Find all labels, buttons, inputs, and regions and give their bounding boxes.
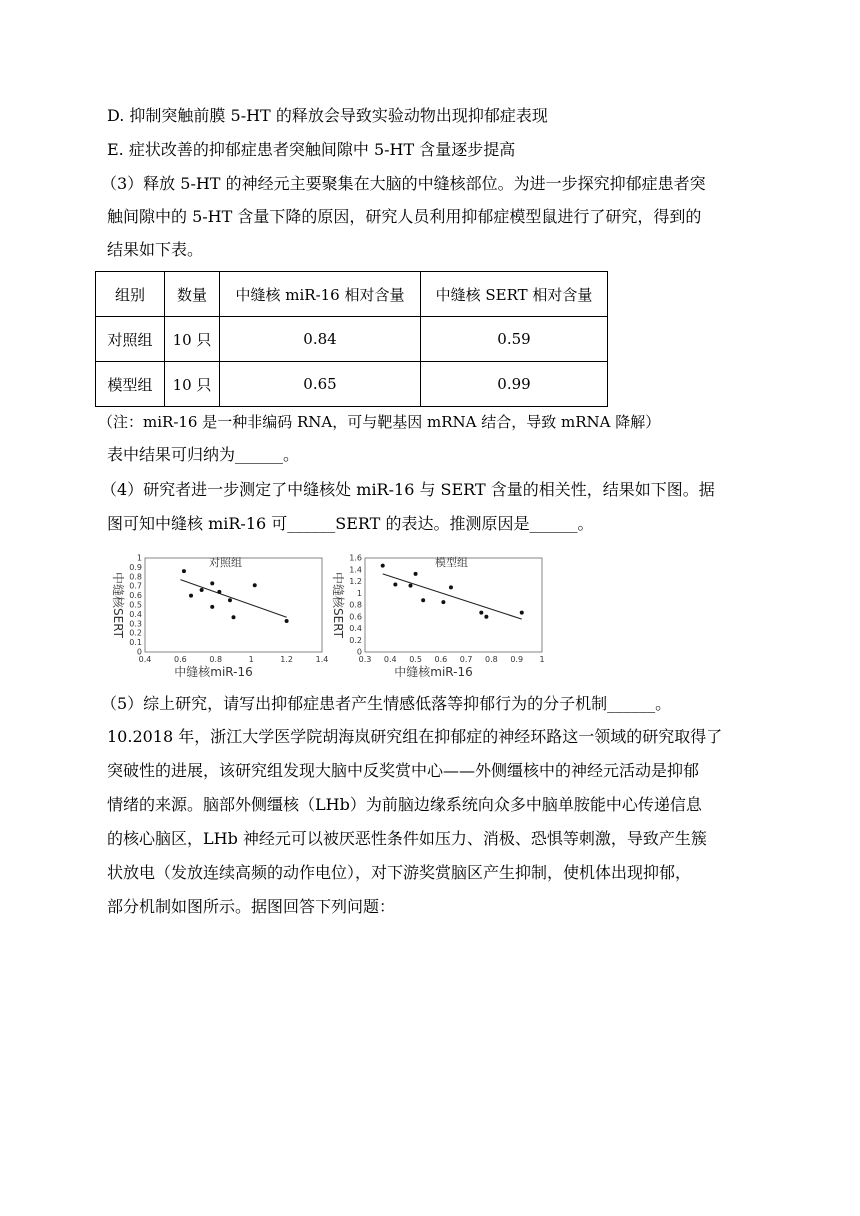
y-tick-label: 0.6 bbox=[349, 612, 362, 622]
data-point bbox=[479, 611, 483, 615]
chart-title: 对照组 bbox=[209, 556, 242, 569]
table-header-cell: 中缝核 SERT 相对含量 bbox=[421, 272, 608, 317]
question-10-line-6: 部分机制如图所示。据图回答下列问题： bbox=[107, 897, 396, 916]
data-point bbox=[484, 615, 488, 619]
y-tick-label: 0 bbox=[136, 647, 142, 657]
x-tick-label: 0.4 bbox=[138, 655, 152, 664]
question-4-line-1: （4）研究者进一步测定了中缝核处 miR-16 与 SERT 含量的相关性，结果如下图。据 bbox=[101, 480, 715, 499]
table-cell: 0.84 bbox=[220, 317, 421, 362]
table-cell: 10 只 bbox=[165, 317, 220, 362]
question-10-line-3: 情绪的来源。脑部外侧缰核（LHb）为前脑边缘系统向众多中脑单胺能中心传递信息 bbox=[107, 795, 702, 814]
y-tick-label: 0.7 bbox=[129, 581, 142, 591]
y-tick-label: 0 bbox=[356, 647, 362, 657]
y-axis-label: 中缝核SERT bbox=[111, 572, 125, 638]
x-tick-label: 0.8 bbox=[209, 655, 223, 664]
x-tick-label: 0.6 bbox=[434, 655, 448, 664]
data-point bbox=[228, 598, 232, 602]
data-point bbox=[182, 569, 186, 573]
y-tick-label: 0.4 bbox=[129, 609, 142, 619]
y-tick-label: 0.2 bbox=[129, 628, 142, 638]
y-tick-label: 1 bbox=[136, 553, 142, 563]
scatter-chart-control bbox=[100, 548, 330, 678]
data-point bbox=[210, 581, 214, 585]
data-point bbox=[421, 598, 425, 602]
table-cell: 0.99 bbox=[421, 362, 608, 407]
question-3-line-1: （3）释放 5-HT 的神经元主要聚集在大脑的中缝核部位。为进一步探究抑郁症患者突 bbox=[101, 174, 706, 193]
data-point bbox=[285, 619, 289, 623]
question-3-line-3: 结果如下表。 bbox=[107, 240, 204, 259]
y-tick-label: 0.4 bbox=[349, 624, 362, 633]
table-cell: 对照组 bbox=[96, 317, 165, 362]
results-table bbox=[95, 271, 608, 407]
y-tick-label: 0.5 bbox=[129, 600, 142, 610]
data-point bbox=[414, 572, 418, 576]
y-tick-label: 0.6 bbox=[129, 591, 142, 601]
x-tick-label: 1.4 bbox=[315, 655, 329, 664]
question-10-line-4: 的核心脑区，LHb 神经元可以被厌恶性条件如压力、消极、恐惧等刺激，导致产生簇 bbox=[107, 829, 707, 848]
question-4-line-2: 图可知中缝核 miR-16 可______SERT 的表达。推测原因是______。 bbox=[107, 514, 594, 533]
y-tick-label: 1.4 bbox=[349, 565, 362, 575]
table-cell: 0.65 bbox=[220, 362, 421, 407]
question-10-line-1: 10.2018 年，浙江大学医学院胡海岚研究组在抑郁症的神经环路这一领域的研究取得了 bbox=[107, 727, 723, 746]
table-cell: 0.59 bbox=[421, 317, 608, 362]
table-row bbox=[96, 317, 608, 362]
table-cell: 10 只 bbox=[165, 362, 220, 407]
table-cell: 模型组 bbox=[96, 362, 165, 407]
y-tick-label: 0.3 bbox=[129, 619, 142, 629]
y-tick-label: 0.1 bbox=[129, 638, 142, 648]
x-tick-label: 0.6 bbox=[174, 655, 187, 664]
trend-line bbox=[180, 580, 286, 618]
data-point bbox=[449, 585, 453, 589]
x-axis-label: 中缝核miR-16 bbox=[174, 665, 253, 678]
y-tick-label: 0.2 bbox=[349, 635, 362, 645]
data-point bbox=[381, 564, 385, 568]
data-point bbox=[210, 605, 214, 609]
x-tick-label: 0.5 bbox=[409, 655, 422, 664]
question-10-line-5: 状放电（发放连续高频的动作电位），对下游奖赏脑区产生抑制，使机体出现抑郁， bbox=[107, 863, 692, 882]
x-tick-label: 1 bbox=[539, 655, 545, 664]
y-tick-label: 0.9 bbox=[129, 562, 142, 572]
plot-frame bbox=[145, 558, 322, 652]
scatter-chart-model bbox=[320, 548, 550, 678]
trend-line bbox=[383, 574, 522, 619]
x-tick-label: 0.4 bbox=[383, 655, 397, 664]
table-note: （注：miR-16 是一种非编码 RNA，可与靶基因 mRNA 结合，导致 mRNA 降解） bbox=[98, 413, 661, 431]
data-point bbox=[409, 584, 413, 588]
data-point bbox=[520, 611, 524, 615]
table-header-row bbox=[96, 272, 608, 317]
option-d: D. 抑制突触前膜 5-HT 的释放会导致实验动物出现抑郁症表现 bbox=[107, 106, 548, 125]
y-tick-label: 1.2 bbox=[349, 577, 362, 586]
question-3-line-2: 触间隙中的 5-HT 含量下降的原因，研究人员利用抑郁症模型鼠进行了研究，得到的 bbox=[107, 207, 702, 226]
question-5: （5）综上研究，请写出抑郁症患者产生情感低落等抑郁行为的分子机制______。 bbox=[101, 694, 672, 713]
x-tick-label: 0.3 bbox=[358, 655, 372, 664]
y-tick-label: 0.8 bbox=[349, 600, 362, 610]
data-point bbox=[441, 600, 445, 604]
table-header-cell: 数量 bbox=[165, 272, 220, 317]
data-point bbox=[232, 615, 236, 619]
x-tick-label: 0.9 bbox=[510, 655, 524, 664]
x-tick-label: 1 bbox=[248, 655, 254, 664]
data-point bbox=[217, 590, 221, 594]
data-point bbox=[200, 588, 204, 592]
table-header-cell: 中缝核 miR-16 相对含量 bbox=[220, 272, 421, 317]
data-point bbox=[393, 582, 397, 586]
chart-title: 模型组 bbox=[435, 556, 468, 569]
x-tick-label: 0.8 bbox=[485, 655, 498, 664]
x-tick-label: 0.7 bbox=[459, 655, 473, 664]
question-10-line-2: 突破性的进展，该研究组发现大脑中反奖赏中心——外侧缰核中的神经元活动是抑郁 bbox=[107, 761, 700, 780]
x-tick-label: 1.2 bbox=[280, 655, 293, 664]
y-tick-label: 1.6 bbox=[349, 553, 362, 563]
table-row bbox=[96, 362, 608, 407]
data-point bbox=[253, 583, 257, 587]
y-axis-label: 中缝核SERT bbox=[331, 572, 345, 638]
y-tick-label: 1 bbox=[356, 588, 362, 598]
table-header-cell: 组别 bbox=[96, 272, 165, 317]
x-axis-label: 中缝核miR-16 bbox=[394, 665, 473, 678]
plot-frame bbox=[365, 558, 542, 652]
y-tick-label: 0.8 bbox=[129, 572, 142, 582]
table-summary-question: 表中结果可归纳为______。 bbox=[107, 445, 300, 464]
data-point bbox=[189, 594, 193, 598]
option-e: E. 症状改善的抑郁症患者突触间隙中 5-HT 含量逐步提高 bbox=[107, 140, 516, 159]
